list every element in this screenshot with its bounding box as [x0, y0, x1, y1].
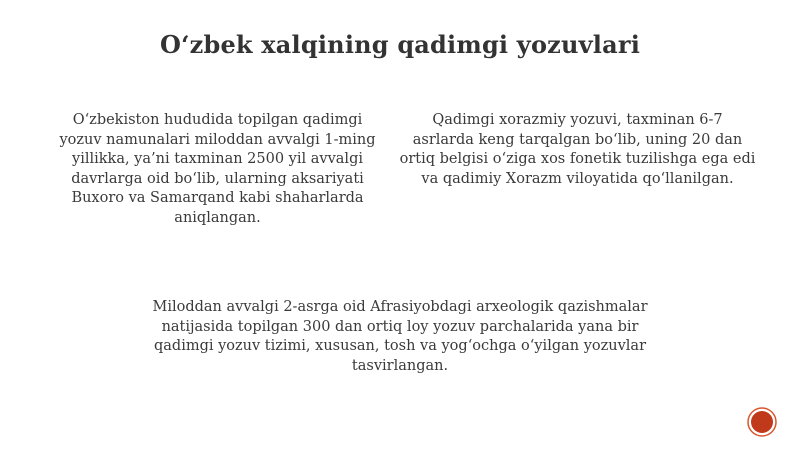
bottom-paragraph: Miloddan avvalgi 2-asrga oid Afrasiyobdagi arxeologik qazishmalar natijasida topilgan 300 dan ortiq loy yozuv parchalarida yana bir qadimgi yozuv tizimi, xususan, tosh va yog‘ochga o‘yilgan yozuvlar tasvirlangan. [152, 299, 648, 374]
next-slide-button[interactable] [747, 407, 777, 437]
next-slide-circle-icon [747, 407, 777, 437]
right-paragraph: Qadimgi xorazmiy yozuvi, taxminan 6-7 asrlarda keng tarqalgan bo‘lib, uning 20 dan ortiq belgisi o‘ziga xos fonetik tuzilishga ega edi va qadimiy Xorazm viloyatida qo‘llanilgan. [399, 112, 756, 187]
slide-title: O‘zbek xalqining qadimgi yozuvlari [159, 30, 641, 59]
left-paragraph: O‘zbekiston hududida topilgan qadimgi yozuv namunalari miloddan avvalgi 1-ming yillikka, ya’ni taxminan 2500 yil avvalgi davrlarga oid bo‘lib, ularning aksariyati Buxoro va Samarqand kabi shaharlarda aniqlangan. [59, 112, 376, 226]
